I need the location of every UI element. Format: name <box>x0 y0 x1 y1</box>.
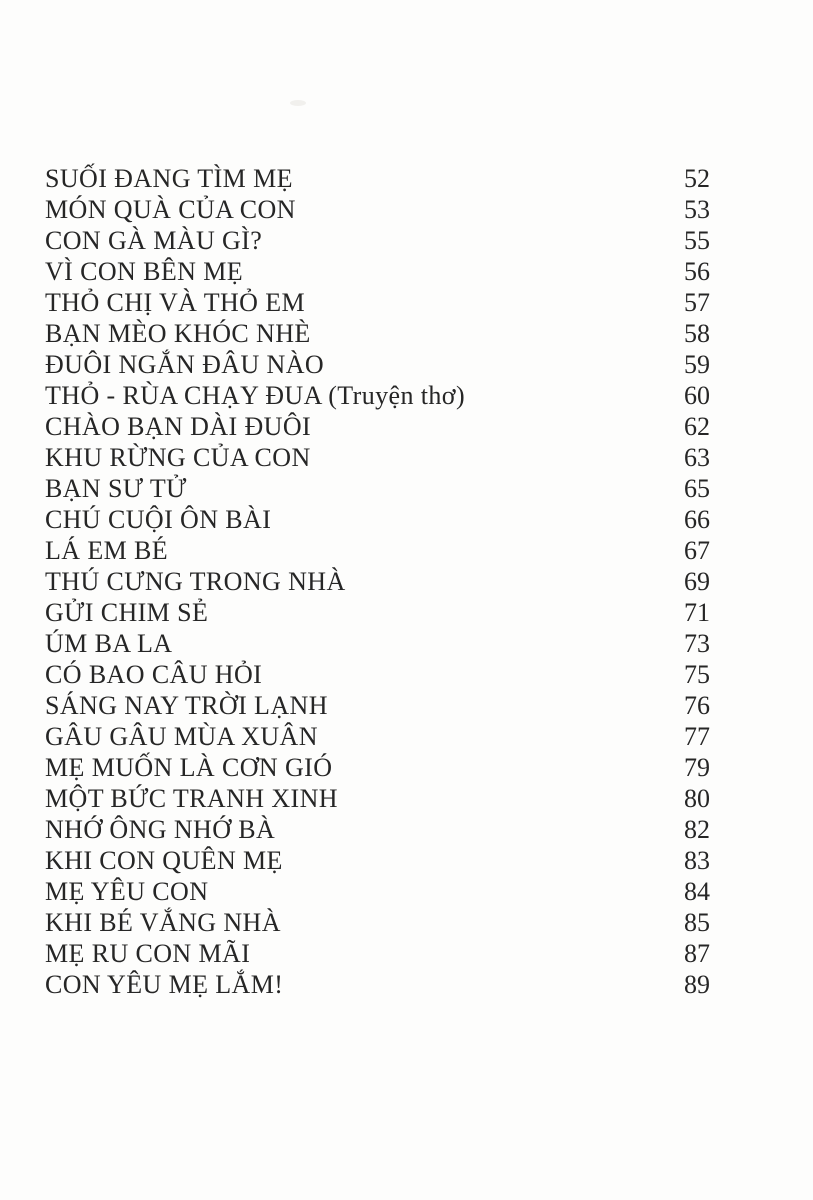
toc-entry-page: 67 <box>684 536 710 565</box>
toc-entry-page: 55 <box>684 226 710 255</box>
toc-entry-page: 87 <box>684 939 710 968</box>
toc-entry-title: GỬI CHIM SẺ <box>45 598 209 627</box>
toc-entry <box>45 814 710 845</box>
toc-entry-title: KHI CON QUÊN MẸ <box>45 846 283 875</box>
toc-entry-page: 84 <box>684 877 710 906</box>
toc-entry-page: 89 <box>684 970 710 999</box>
toc-entry-page: 65 <box>684 474 710 503</box>
toc-entry-page: 77 <box>684 722 710 751</box>
toc-entry-title: THỎ CHỊ VÀ THỎ EM <box>45 288 306 317</box>
toc-entry <box>45 907 710 938</box>
toc-entry <box>45 876 710 907</box>
toc-entry <box>45 721 710 752</box>
toc-entry-page: 53 <box>684 195 710 224</box>
toc-entry <box>45 752 710 783</box>
toc-entry-page: 59 <box>684 350 710 379</box>
toc-entry <box>45 225 710 256</box>
toc-entry <box>45 380 710 411</box>
toc-entry-page: 69 <box>684 567 710 596</box>
toc-entry-title: MẸ MUỐN LÀ CƠN GIÓ <box>45 753 333 782</box>
toc-entry-page: 66 <box>684 505 710 534</box>
toc-entry <box>45 566 710 597</box>
toc-entry <box>45 628 710 659</box>
toc-entry-title: MÓN QUÀ CỦA CON <box>45 195 296 224</box>
toc-entry-title: SÁNG NAY TRỜI LẠNH <box>45 691 328 720</box>
toc-entry-page: 56 <box>684 257 710 286</box>
toc-entry <box>45 163 710 194</box>
toc-entry-page: 63 <box>684 443 710 472</box>
toc-entry-title: LÁ EM BÉ <box>45 536 169 565</box>
toc-entry-page: 85 <box>684 908 710 937</box>
toc-entry-title: MẸ RU CON MÃI <box>45 939 251 968</box>
table-of-contents <box>45 163 710 1000</box>
toc-entry <box>45 504 710 535</box>
toc-entry <box>45 783 710 814</box>
toc-entry <box>45 690 710 721</box>
toc-entry-title: VÌ CON BÊN MẸ <box>45 257 244 286</box>
toc-entry-title: THÚ CƯNG TRONG NHÀ <box>45 567 346 596</box>
toc-entry-title: KHU RỪNG CỦA CON <box>45 443 311 472</box>
toc-entry-title: CHÚ CUỘI ÔN BÀI <box>45 505 272 534</box>
toc-entry-title: CHÀO BẠN DÀI ĐUÔI <box>45 412 312 441</box>
toc-entry-page: 52 <box>684 164 710 193</box>
toc-entry-page: 62 <box>684 412 710 441</box>
toc-entry <box>45 411 710 442</box>
toc-entry-title: BẠN MÈO KHÓC NHÈ <box>45 319 311 348</box>
toc-entry <box>45 845 710 876</box>
toc-entry <box>45 659 710 690</box>
toc-entry-page: 76 <box>684 691 710 720</box>
toc-entry-page: 60 <box>684 381 710 410</box>
toc-entry-page: 79 <box>684 753 710 782</box>
toc-entry-title: BẠN SƯ TỬ <box>45 474 187 503</box>
toc-entry-title: MỘT BỨC TRANH XINH <box>45 784 338 813</box>
toc-entry <box>45 194 710 225</box>
toc-entry <box>45 969 710 1000</box>
scan-smudge <box>290 100 306 106</box>
toc-entry-title: CON GÀ MÀU GÌ? <box>45 226 263 255</box>
toc-entry-title: GÂU GÂU MÙA XUÂN <box>45 722 318 751</box>
toc-entry-page: 73 <box>684 629 710 658</box>
toc-entry-title: CÓ BAO CÂU HỎI <box>45 660 263 689</box>
toc-entry <box>45 938 710 969</box>
toc-entry <box>45 597 710 628</box>
toc-entry <box>45 318 710 349</box>
toc-entry <box>45 287 710 318</box>
toc-entry-title: MẸ YÊU CON <box>45 877 209 906</box>
toc-entry-page: 75 <box>684 660 710 689</box>
toc-entry-page: 58 <box>684 319 710 348</box>
toc-entry-title: ĐUÔI NGẮN ĐÂU NÀO <box>45 350 325 379</box>
toc-entry-page: 80 <box>684 784 710 813</box>
toc-entry-page: 57 <box>684 288 710 317</box>
toc-entry-title: KHI BÉ VẮNG NHÀ <box>45 908 281 937</box>
toc-entry <box>45 535 710 566</box>
toc-entry <box>45 442 710 473</box>
toc-entry-page: 71 <box>684 598 710 627</box>
toc-entry-title: ÚM BA LA <box>45 629 173 658</box>
toc-entry-page: 82 <box>684 815 710 844</box>
toc-entry <box>45 256 710 287</box>
toc-entry-title: THỎ - RÙA CHẠY ĐUA (Truyện thơ) <box>45 381 466 410</box>
toc-entry <box>45 349 710 380</box>
toc-entry-title: NHỚ ÔNG NHỚ BÀ <box>45 815 276 844</box>
toc-entry <box>45 473 710 504</box>
toc-entry-title: CON YÊU MẸ LẮM! <box>45 970 284 999</box>
toc-entry-title: SUỐI ĐANG TÌM MẸ <box>45 164 293 193</box>
toc-entry-page: 83 <box>684 846 710 875</box>
